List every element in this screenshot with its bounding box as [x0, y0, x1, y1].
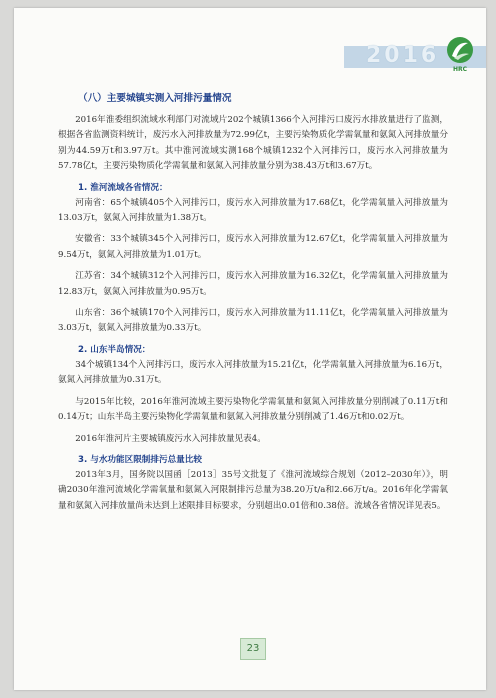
- jiangsu-paragraph: 江苏省：34个城镇312个入河排污口，废污水入河排放量为16.32亿t，化学需氧量入河排放量为12.83万t，氨氮入河排放量为0.95万t。: [58, 271, 448, 297]
- section-title: （八）主要城镇实测入河排污量情况: [78, 93, 232, 104]
- subsection-peninsula-title: 2. 山东半岛情况：: [78, 344, 151, 355]
- anhui-paragraph: 安徽省：33个城镇345个入河排污口，废污水入河排放量为12.67亿t，化学需氧量入河排放量为9.54万t，氨氮入河排放量为1.01万t。: [58, 234, 448, 260]
- subsection-limit-title: 3. 与水功能区限制排污总量比较: [78, 454, 202, 465]
- intro-paragraph: 2016年淮委组织流域水利部门对流域片202个城镇1366个入河排污口废污水排放量进行了监测，根据各省监测资料统计，废污水入河排放量为72.99亿t，主要污染物质化学需氧量和氨氮入河排放量分别为44.59万t和3.97万t。其中淮河流域实测168个城镇1232个入河排污口，废污水入河排放量为57.78亿t，主要污染物质化学需氧量和氨氮入河排放量分别为38.43万t和3.67万t。: [58, 115, 448, 172]
- table-reference-paragraph: 2016年淮河片主要城镇废污水入河排放量见表4。: [75, 433, 266, 444]
- header-year: 2016: [366, 43, 440, 68]
- shandong-paragraph: 山东省：36个城镇170个入河排污口，废污水入河排放量为11.11亿t，化学需氧量入河排放量为3.03万t，氨氮入河排放量为0.33万t。: [58, 308, 448, 334]
- subsection-huai-title: 1. 淮河流域各省情况：: [78, 182, 168, 193]
- page-number: 23: [240, 638, 266, 660]
- logo-text: HRC: [452, 66, 468, 73]
- main-content: [58, 92, 448, 520]
- peninsula-paragraph: 34个城镇134个入河排污口，废污水入河排放量为15.21亿t，化学需氧量入河排放量为6.16万t，氨氮入河排放量为0.31万t。: [58, 359, 448, 386]
- document-page: [14, 8, 486, 690]
- henan-paragraph: 河南省：65个城镇405个入河排污口，废污水入河排放量为17.68亿t，化学需氧量入河排放量为13.03万t，氨氮入河排放量为1.38万t。: [58, 197, 448, 224]
- limit-paragraph: 2013年3月，国务院以国函［2013］35号文批复了《淮河流域综合规划（2012–2030年）》，明确2030年淮河流域化学需氧量和氨氮入河限制排污总量为38.20万t/a和2.66万t/a。2016年化学需氧量和氨氮入河排放量尚未达到上述限排目标要求，分别超出0.01倍和0.38倍。流域各省情况详见表5。: [58, 469, 448, 511]
- comparison-paragraph: 与2015年比较，2016年淮河流域主要污染物化学需氧量和氨氮入河排放量分别削减了0.11万t和0.14万t；山东半岛主要污染物化学需氧量和氨氮入河排放量分别削减了1.46万t和0.02万t。: [58, 396, 448, 423]
